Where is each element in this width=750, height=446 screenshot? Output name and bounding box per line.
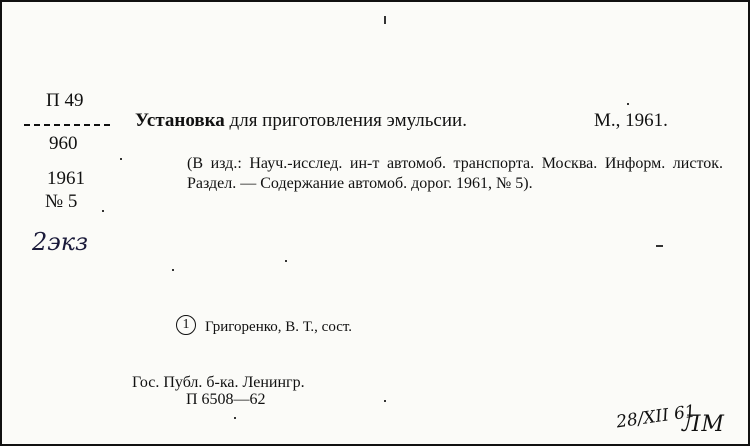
series-note: (В изд.: Науч.-исслед. ин-т автомоб. транспорта. Москва. Информ. листок. Раздел. — Содержание автомоб. дорог. 1961, № 5). bbox=[187, 155, 723, 192]
handwritten-date: 28/XII 61 bbox=[614, 401, 697, 433]
shelfmark-line-2: 960 bbox=[49, 133, 78, 154]
library-name: Гос. Публ. б-ка. Ленингр. bbox=[132, 374, 305, 391]
copies-handwritten-note: 2экз bbox=[32, 228, 89, 256]
library-code: П 6508—62 bbox=[186, 391, 266, 408]
scan-speck bbox=[234, 417, 236, 419]
scan-speck bbox=[384, 400, 386, 402]
title-line bbox=[135, 110, 467, 132]
entry-marker-number: 1 bbox=[182, 317, 190, 332]
scan-speck bbox=[120, 158, 122, 160]
scan-speck bbox=[627, 103, 629, 105]
title-main: Установка bbox=[135, 110, 225, 131]
scan-speck bbox=[172, 269, 174, 271]
shelfmark-divider bbox=[24, 124, 110, 126]
title-rest: для приготовления эмульсии. bbox=[229, 110, 467, 131]
shelfmark-line-1: П 49 bbox=[46, 90, 84, 111]
entry-marker-circle bbox=[176, 315, 196, 335]
scan-mark bbox=[384, 16, 386, 24]
handwritten-initials: ЛМ bbox=[682, 412, 725, 437]
shelfmark-line-3: 1961 bbox=[47, 168, 85, 189]
added-entry: Григоренко, В. Т., сост. bbox=[205, 319, 353, 335]
shelfmark-line-4: № 5 bbox=[45, 191, 78, 212]
scan-speck bbox=[285, 260, 287, 262]
imprint: М., 1961. bbox=[594, 110, 668, 131]
scan-speck bbox=[102, 210, 104, 212]
scan-dash bbox=[656, 245, 663, 247]
